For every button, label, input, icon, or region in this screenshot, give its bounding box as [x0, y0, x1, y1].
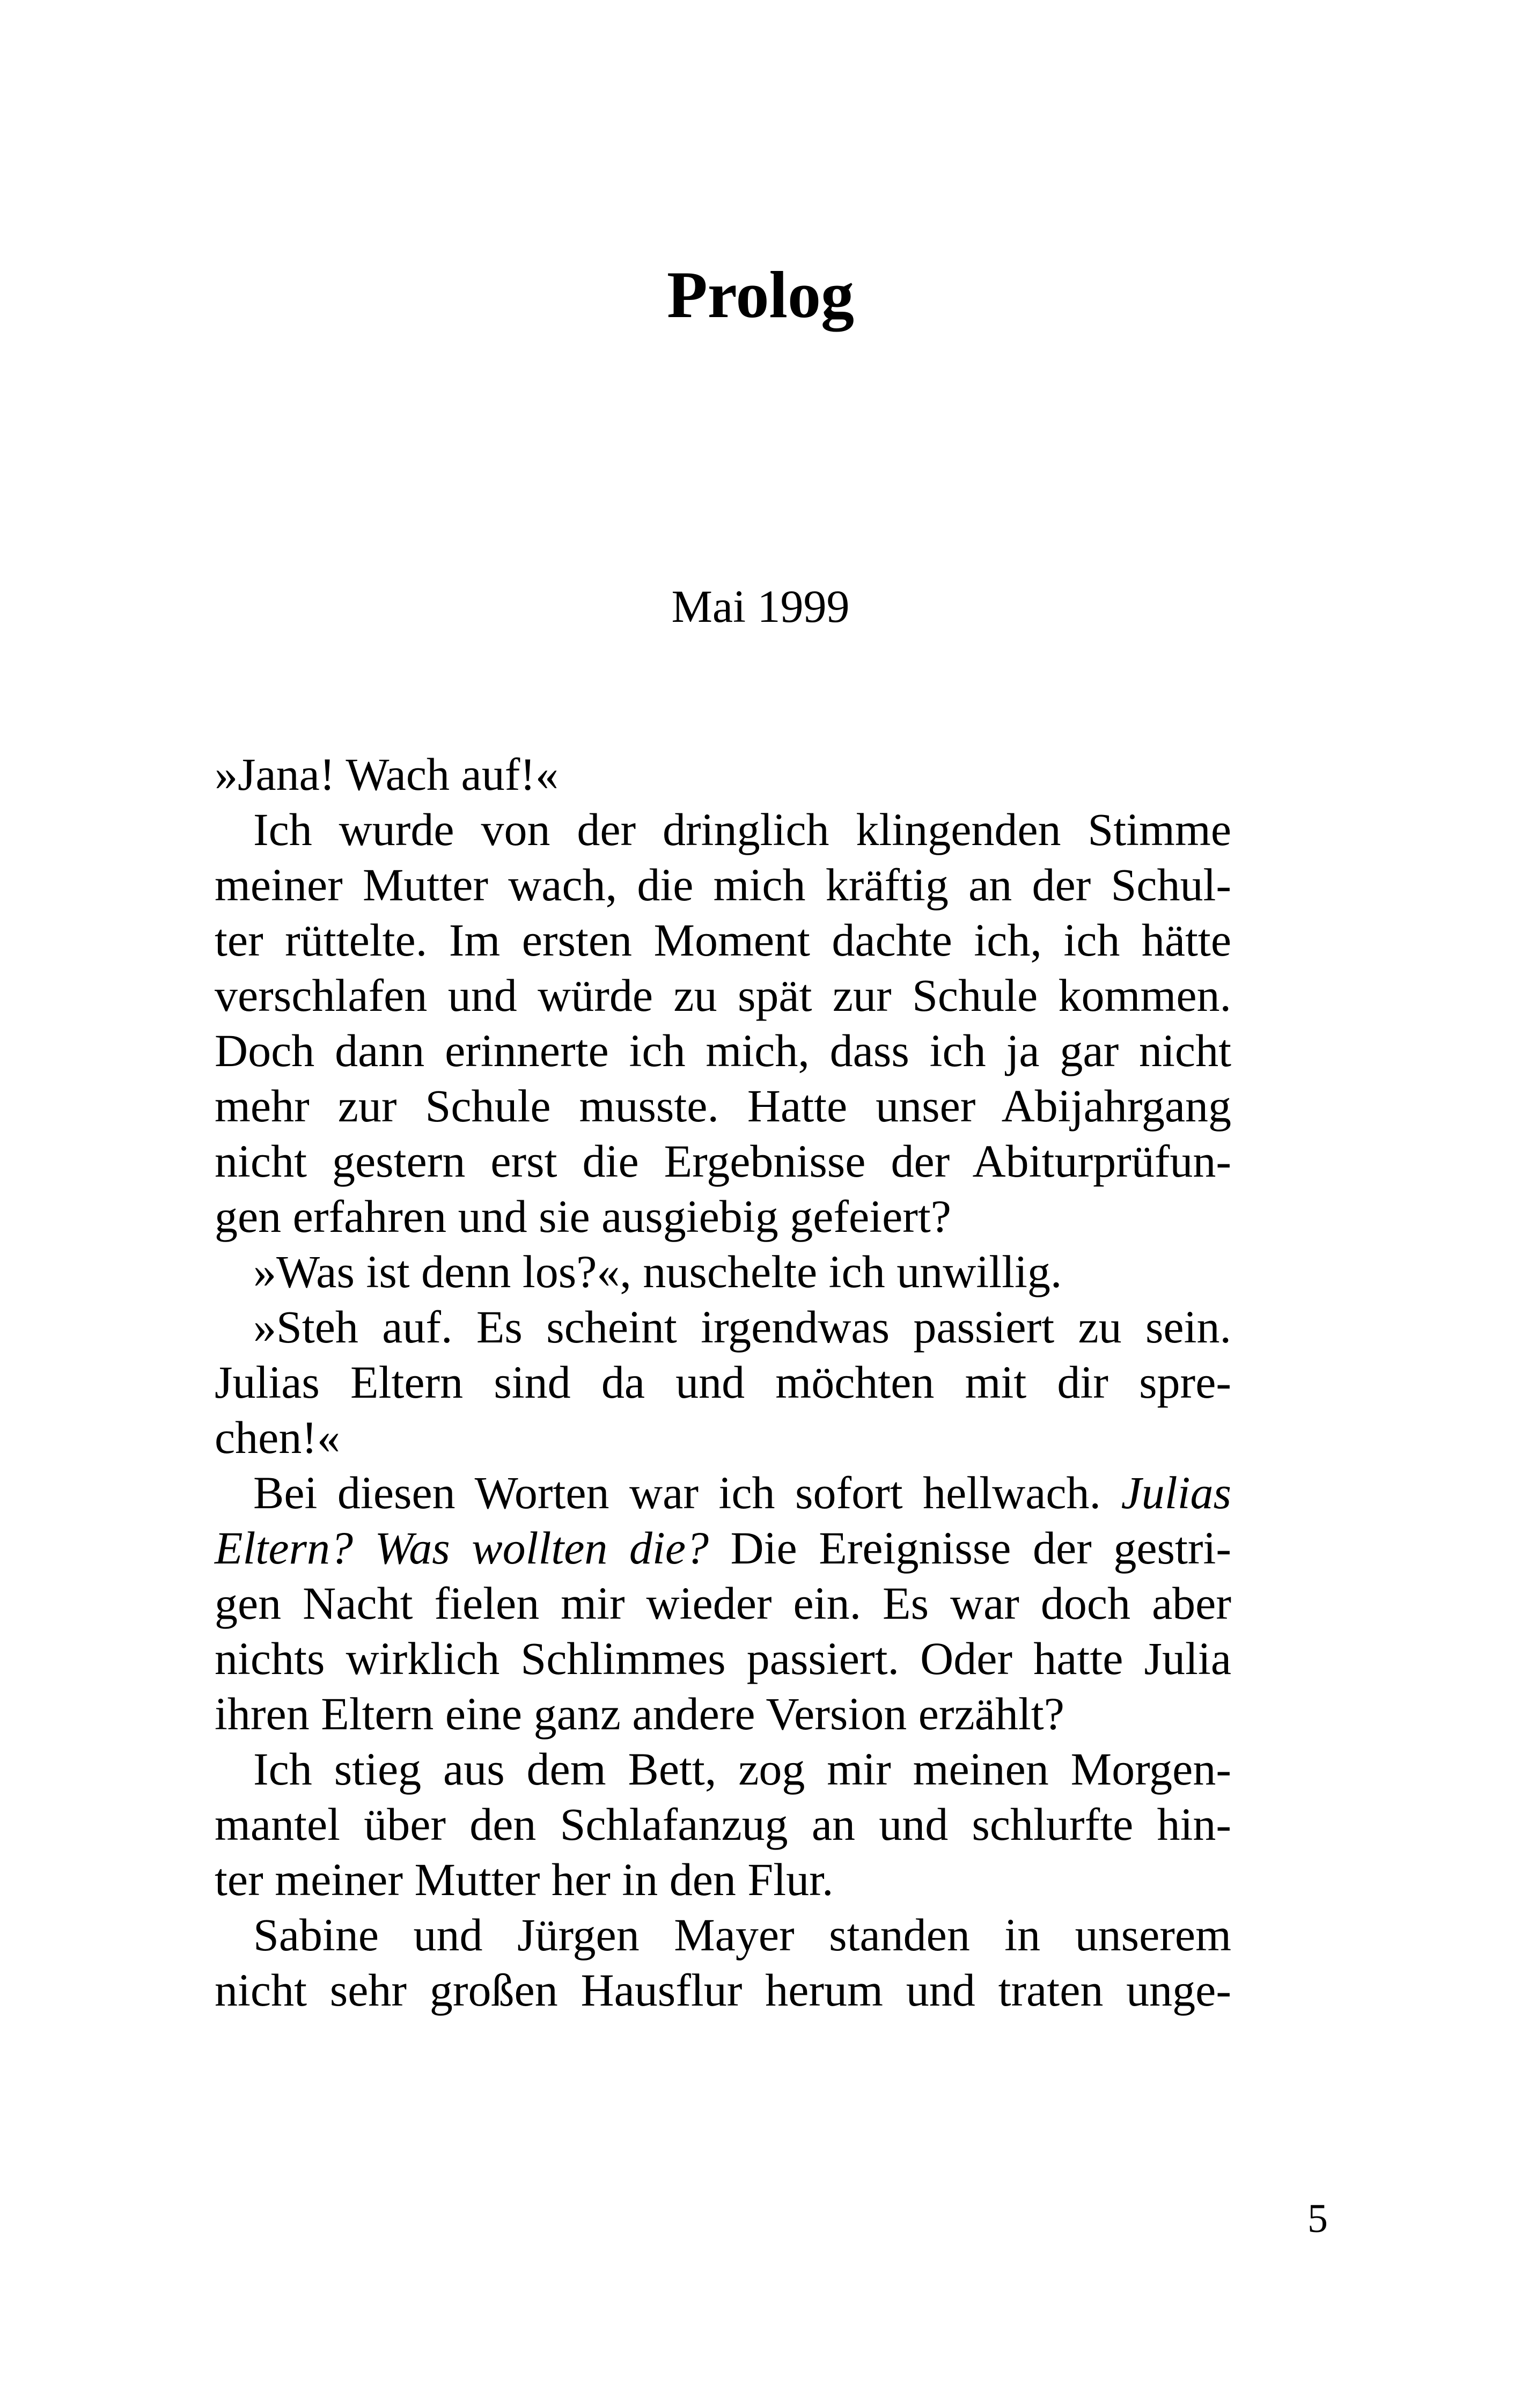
- chapter-title: Prolog: [667, 258, 854, 332]
- text-line: ter rüttelte. Im ersten Moment dachte ich, ich hätte: [215, 914, 1231, 966]
- text-segment: Die Ereignisse der gestri-: [730, 1522, 1232, 1574]
- text-line: Sabine und Jürgen Mayer standen in unserem: [253, 1909, 1231, 1961]
- text-line: gen Nacht fielen mir wieder ein. Es war doch aber: [215, 1577, 1231, 1629]
- text-line: verschlafen und würde zu spät zur Schule kommen.: [215, 970, 1231, 1021]
- text-line: Julias Eltern sind da und möchten mit dir spre-: [215, 1356, 1231, 1408]
- text-line: nicht sehr großen Hausflur herum und traten unge-: [215, 1964, 1231, 2016]
- date-heading: Mai 1999: [671, 581, 850, 632]
- italic-text: Julias: [1121, 1467, 1231, 1518]
- text-segment: Bei diesen Worten war ich sofort hellwach.: [253, 1467, 1101, 1518]
- text-line: [215, 1521, 1231, 1576]
- text-line: mantel über den Schlafanzug an und schlurfte hin-: [215, 1798, 1231, 1850]
- text-line: nicht gestern erst die Ergebnisse der Abiturprüfun-: [215, 1135, 1231, 1187]
- text-line: nichts wirklich Schlimmes passiert. Oder hatte Julia: [215, 1633, 1231, 1684]
- text-line: ihren Eltern eine ganz andere Version erzählt?: [215, 1688, 1064, 1739]
- text-line: mehr zur Schule musste. Hatte unser Abijahrgang: [215, 1080, 1231, 1132]
- text-line: Doch dann erinnerte ich mich, dass ich ja gar nicht: [215, 1025, 1231, 1076]
- text-line: »Steh auf. Es scheint irgendwas passiert zu sein.: [253, 1301, 1231, 1353]
- text-line: meiner Mutter wach, die mich kräftig an der Schul-: [215, 859, 1231, 911]
- text-line: [215, 1465, 1231, 1521]
- italic-text: Eltern? Was wollten die?: [215, 1522, 709, 1574]
- text-line: Ich wurde von der dringlich klingenden Stimme: [253, 804, 1231, 855]
- text-line: gen erfahren und sie ausgiebig gefeiert?: [215, 1191, 951, 1242]
- text-line: Ich stieg aus dem Bett, zog mir meinen Morgen-: [253, 1743, 1231, 1795]
- text-line: chen!«: [215, 1412, 340, 1463]
- page-number: 5: [1307, 2196, 1328, 2241]
- text-line: ter meiner Mutter her in den Flur.: [215, 1854, 834, 1905]
- text-line: »Was ist denn los?«, nuschelte ich unwillig.: [253, 1246, 1062, 1297]
- text-line: »Jana! Wach auf!«: [215, 748, 559, 800]
- body-text: [215, 747, 1231, 2018]
